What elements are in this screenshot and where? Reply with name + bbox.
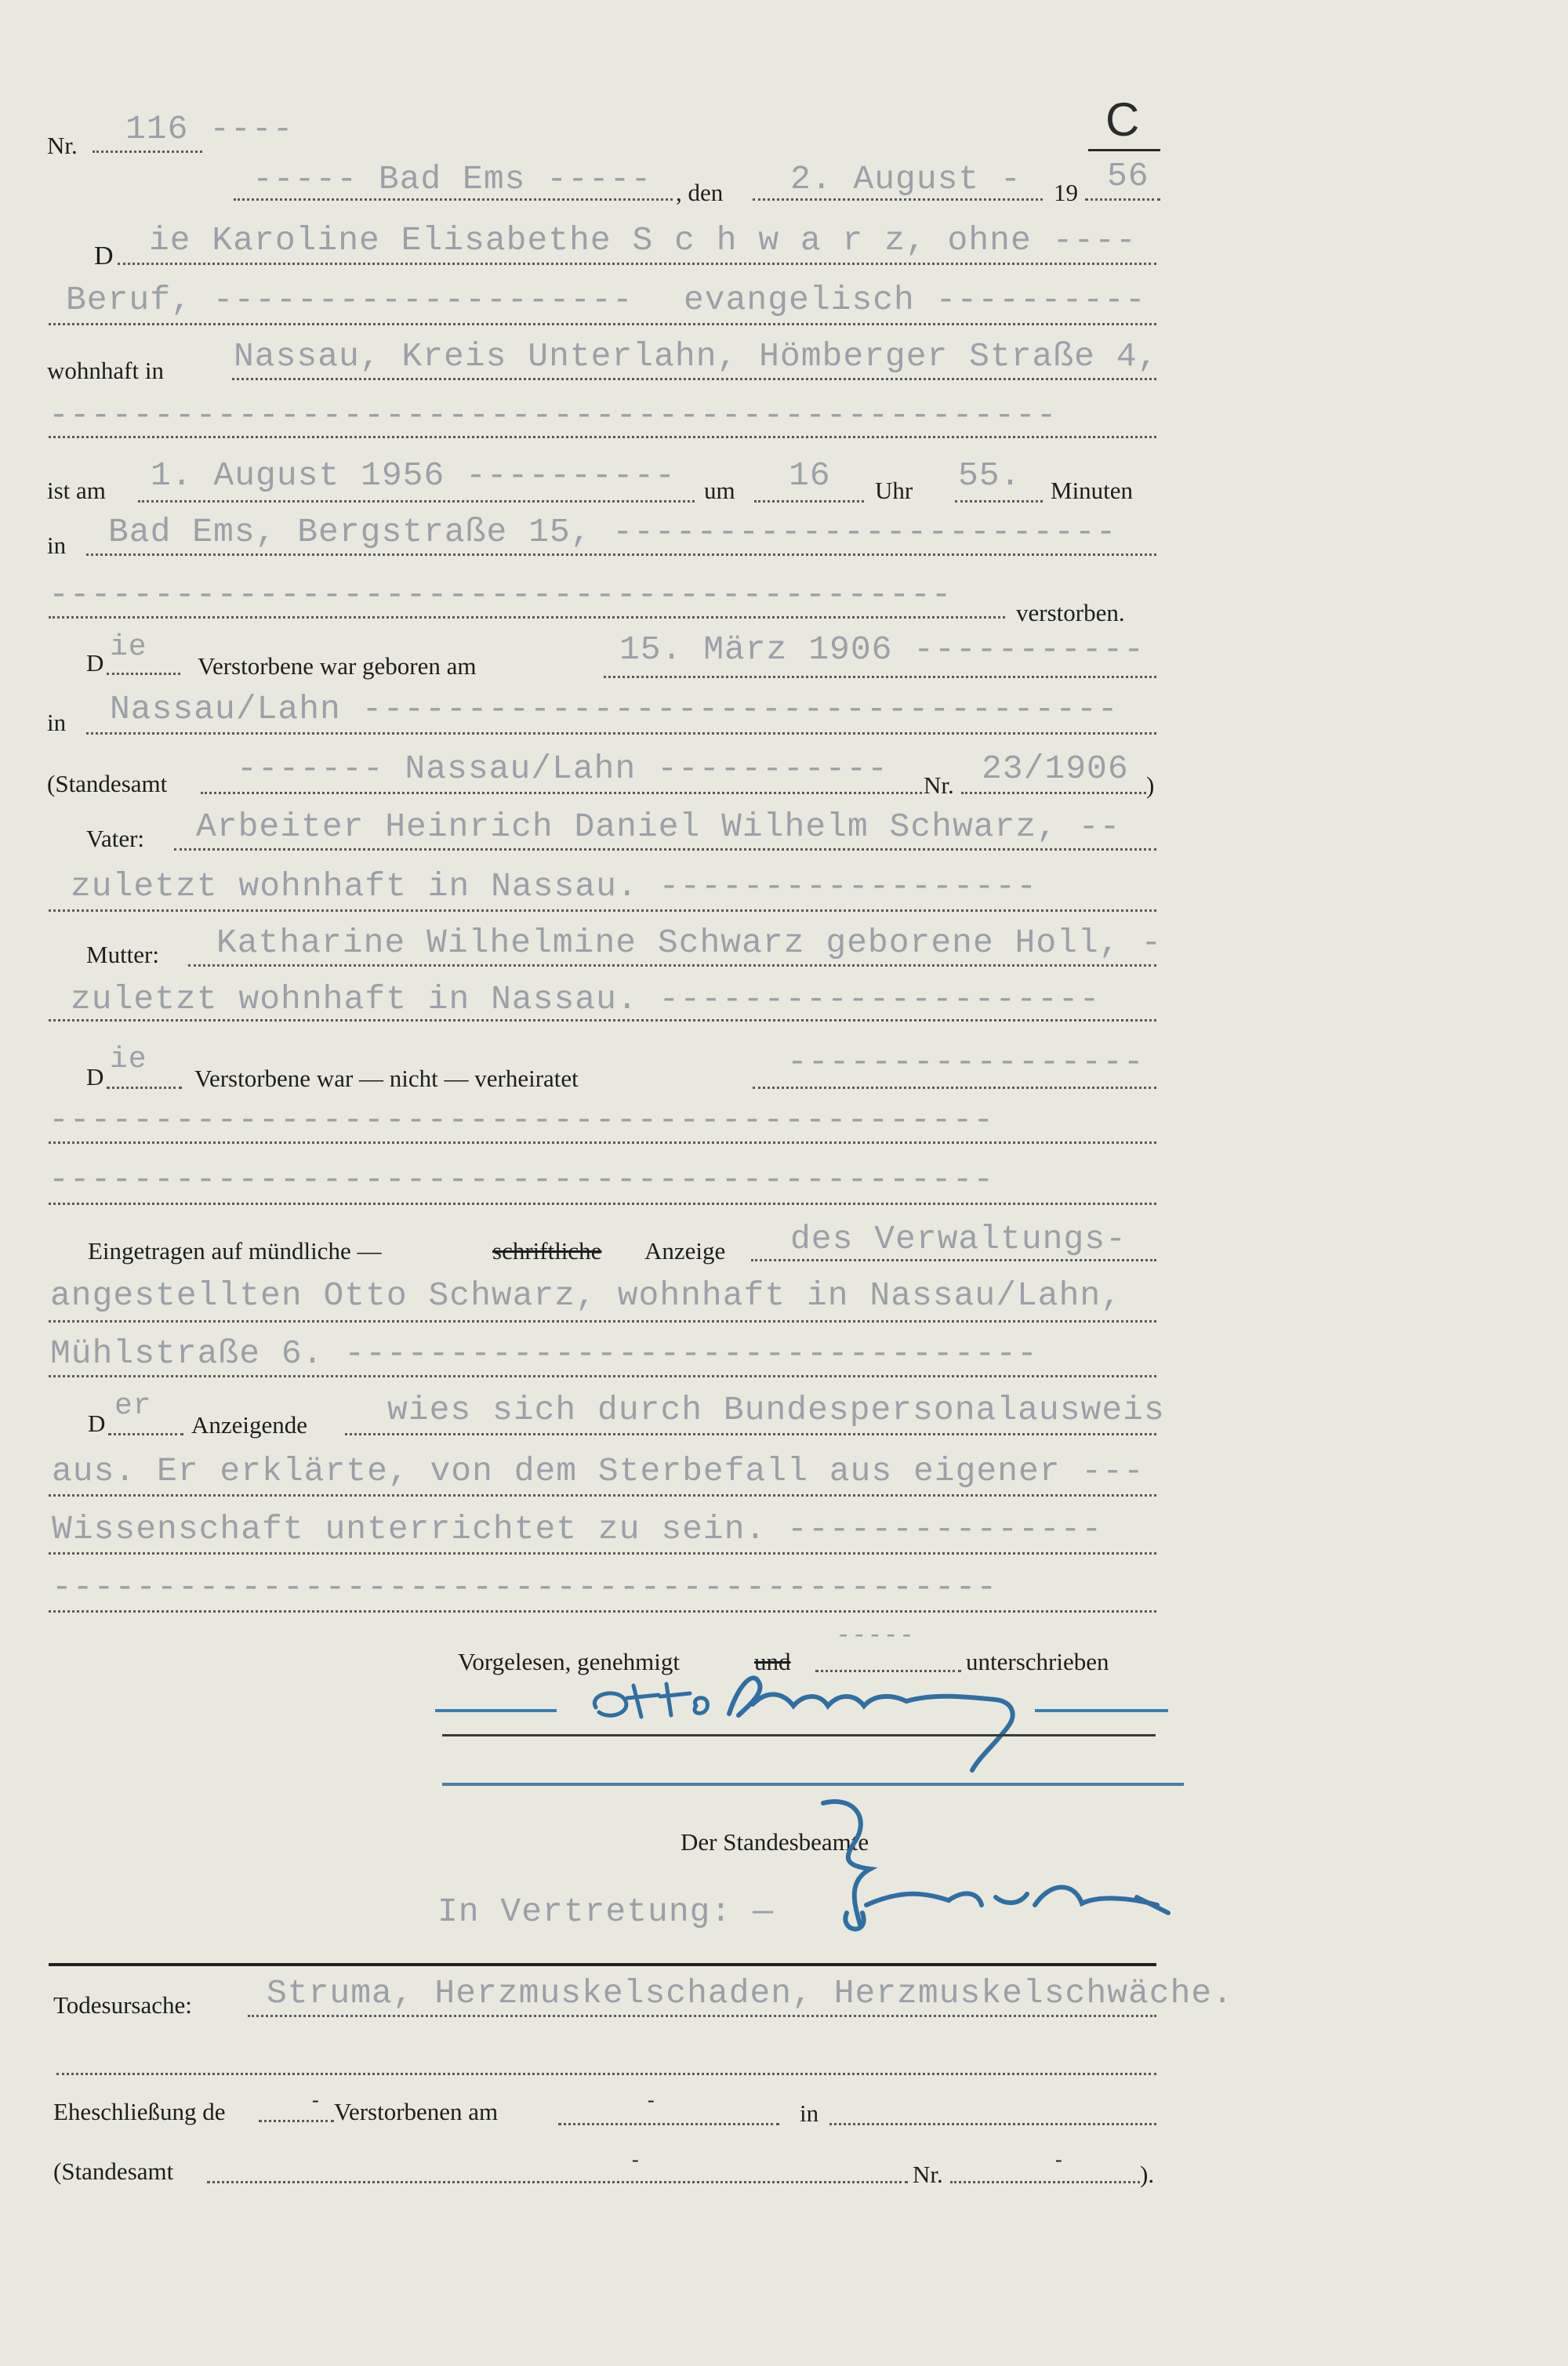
married-line3-dots (49, 1203, 1156, 1205)
informant-line1-dots (345, 1433, 1156, 1435)
signature-line-2 (442, 1783, 1184, 1786)
signature-line-1 (442, 1734, 1156, 1736)
death-place: Bad Ems, Bergstraße 15, ------------------------ (108, 513, 1117, 551)
informant-line2: aus. Er erklärte, von dem Sterbefall aus eigener --- (52, 1452, 1145, 1490)
informant-line3-dots (49, 1552, 1156, 1555)
registration-label-suffix: Anzeige (644, 1237, 726, 1265)
person-d-prefix: D (94, 241, 114, 270)
birth-nr-dots (961, 792, 1146, 794)
signature-dashes: ----- (836, 1621, 916, 1650)
um-label: um (704, 477, 735, 504)
header-place: ----- Bad Ems ----- (252, 160, 652, 198)
marriage-dash-a: - (312, 2088, 319, 2111)
married-d-prefix: D (86, 1063, 104, 1090)
standesamt-label: (Standesamt (47, 770, 168, 797)
birth-place-dots (86, 732, 1156, 735)
standesbeamte-label: Der Standesbeamte (681, 1828, 869, 1856)
death-in-label: in (47, 532, 67, 559)
death-minutes: 55. (958, 456, 1022, 495)
death-line3-dots (49, 616, 1005, 619)
marriage-nr-dots (950, 2181, 1140, 2183)
vater-line2: zuletzt wohnhaft in Nassau. ------------------ (71, 867, 1037, 905)
vater-line1: Arbeiter Heinrich Daniel Wilhelm Schwarz, -- (196, 807, 1121, 846)
informant-signature (431, 1638, 1184, 1795)
marriage-standesamt-dots (207, 2181, 908, 2183)
standesamt-dots (201, 792, 922, 794)
person-line1-dots (118, 263, 1156, 265)
birth-date-dots (604, 676, 1156, 678)
birth-place: Nassau/Lahn ------------------------------------ (110, 690, 1119, 728)
registration-line1-dots (751, 1259, 1156, 1261)
married-suffix-dots (107, 1087, 182, 1089)
vater2-dots (49, 909, 1156, 912)
header-date: 2. August - (790, 160, 1022, 198)
birth-nr-label: Nr. (924, 771, 954, 799)
born-label: Verstorbene war geboren am (198, 652, 477, 680)
married-label: Verstorbene war — nicht — verheiratet (194, 1065, 579, 1092)
address-dots (232, 378, 1156, 380)
married-suffix: ie (110, 1043, 147, 1076)
person-line2-right: evangelisch ---------- (684, 281, 1146, 319)
married-line1: ----------------- (787, 1043, 1145, 1081)
marriage-close: ). (1140, 2161, 1155, 2188)
birth-in-label: in (47, 709, 67, 736)
death-place-dots (86, 553, 1156, 556)
marriage-in-label: in (800, 2099, 819, 2127)
wohnhaft-label: wohnhaft in (47, 357, 164, 384)
address2-dots (49, 436, 1156, 438)
registration-line3-dots (49, 1375, 1156, 1377)
hour-dots (754, 500, 864, 503)
year-dots (1085, 198, 1160, 201)
birth-standesamt: ------- Nassau/Lahn ----------- (237, 749, 888, 788)
married-line3: --------------------------------------------- (49, 1160, 995, 1199)
married-line2: --------------------------------------------- (49, 1101, 995, 1139)
register-letter: C (1105, 93, 1140, 146)
vorgelesen-label: Vorgelesen, genehmigt (458, 1648, 680, 1675)
cause-label: Todesursache: (53, 1991, 192, 2019)
minute-dots (955, 500, 1043, 503)
mutter2-dots (49, 1019, 1156, 1022)
registration-line1: des Verwaltungs- (790, 1220, 1127, 1258)
person-line1: ie Karoline Elisabethe S c h w a r z, ohne ---- (149, 221, 1137, 259)
birth-suffix-dots (107, 673, 180, 675)
marriage-dash-b: - (648, 2088, 655, 2111)
nr-dots (93, 151, 202, 153)
marriage-place-dots (829, 2123, 1156, 2125)
birth-close: ) (1146, 771, 1155, 799)
informant-suffix-dots (108, 1433, 183, 1435)
birth-nr: 23/1906 (982, 749, 1129, 788)
den-label: , den (676, 179, 724, 206)
marriage-dash-c: - (632, 2148, 639, 2171)
minuten-label: Minuten (1051, 477, 1134, 504)
mutter-line1: Katharine Wilhelmine Schwarz geborene Holl, - (216, 924, 1163, 962)
informant-line4-dots (49, 1610, 1156, 1613)
registration-line2: angestellten Otto Schwarz, wohnhaft in Nassau/Lahn, (50, 1276, 1123, 1315)
person-line2-left: Beruf, -------------------- (66, 281, 633, 319)
informant-line4: --------------------------------------------- (52, 1568, 998, 1606)
registration-label-struck: schriftliche (492, 1237, 602, 1265)
marriage-dash-d: - (1055, 2148, 1062, 2171)
uhr-label: Uhr (875, 477, 913, 504)
in-vertretung: In Vertretung: — (437, 1892, 774, 1931)
cause-value: Struma, Herzmuskelschaden, Herzmuskelschwäche. (267, 1974, 1233, 2012)
registration-label-prefix: Eingetragen auf mündliche — (88, 1237, 382, 1265)
address-dash-line: ------------------------------------------------ (49, 396, 1058, 434)
informant-label: Anzeigende (191, 1411, 308, 1439)
informant-suffix: er (114, 1389, 152, 1423)
nr-value: 116 ---- (125, 110, 294, 148)
nr-label: Nr. (47, 132, 78, 159)
registration-line2-dots (49, 1320, 1156, 1323)
married-line1-dots (753, 1087, 1156, 1089)
place-dots (234, 198, 673, 201)
birth-date: 15. März 1906 ----------- (619, 630, 1145, 669)
marriage-label-suffix: Verstorbenen am (334, 2098, 499, 2125)
marriage-standesamt-label: (Standesamt (53, 2157, 174, 2185)
death-hour: 16 (789, 456, 831, 495)
married-line2-dots (49, 1141, 1156, 1144)
date-dots (753, 198, 1043, 201)
marriage-date-dots (558, 2123, 779, 2125)
cause-dots (248, 2015, 1156, 2017)
death-dash-line: ------------------------------------------- (49, 575, 953, 614)
ist-am-label: ist am (47, 477, 106, 504)
marriage-label-prefix: Eheschließung de (53, 2098, 226, 2125)
mutter-line2: zuletzt wohnhaft in Nassau. --------------------- (71, 980, 1101, 1018)
year-suffix: 56 (1107, 157, 1149, 195)
person-address: Nassau, Kreis Unterlahn, Hömberger Straße 4, (234, 337, 1159, 376)
informant-d-prefix: D (88, 1410, 106, 1437)
unterschrieben-label: unterschrieben (966, 1648, 1109, 1675)
registration-line3: Mühlstraße 6. --------------------------------- (50, 1334, 1038, 1373)
registrar-signature (800, 1787, 1192, 1944)
marriage-nr-label: Nr. (913, 2161, 943, 2188)
person-line2-dots (49, 323, 1156, 325)
informant-line1: wies sich durch Bundespersonalausweis (387, 1391, 1165, 1429)
birth-d-prefix: D (86, 649, 104, 677)
informant-line3: Wissenschaft unterrichtet zu sein. --------------- (52, 1510, 1103, 1548)
cause-separator (49, 1963, 1156, 1966)
cause-line2-dots (56, 2073, 1156, 2075)
vater-dots (174, 848, 1156, 851)
und-struck: und (754, 1648, 791, 1675)
letter-underline (1088, 149, 1160, 151)
birth-suffix: ie (110, 630, 147, 664)
mutter-dots (188, 964, 1156, 967)
death-date: 1. August 1956 ---------- (151, 456, 677, 495)
verstorben-label: verstorben. (1016, 599, 1125, 626)
marriage-suffix-dots (259, 2120, 334, 2122)
mutter-label: Mutter: (86, 941, 159, 968)
informant-line2-dots (49, 1494, 1156, 1497)
vater-label: Vater: (86, 825, 145, 852)
death-date-dots (138, 500, 695, 503)
year-prefix: 19 (1054, 179, 1078, 206)
